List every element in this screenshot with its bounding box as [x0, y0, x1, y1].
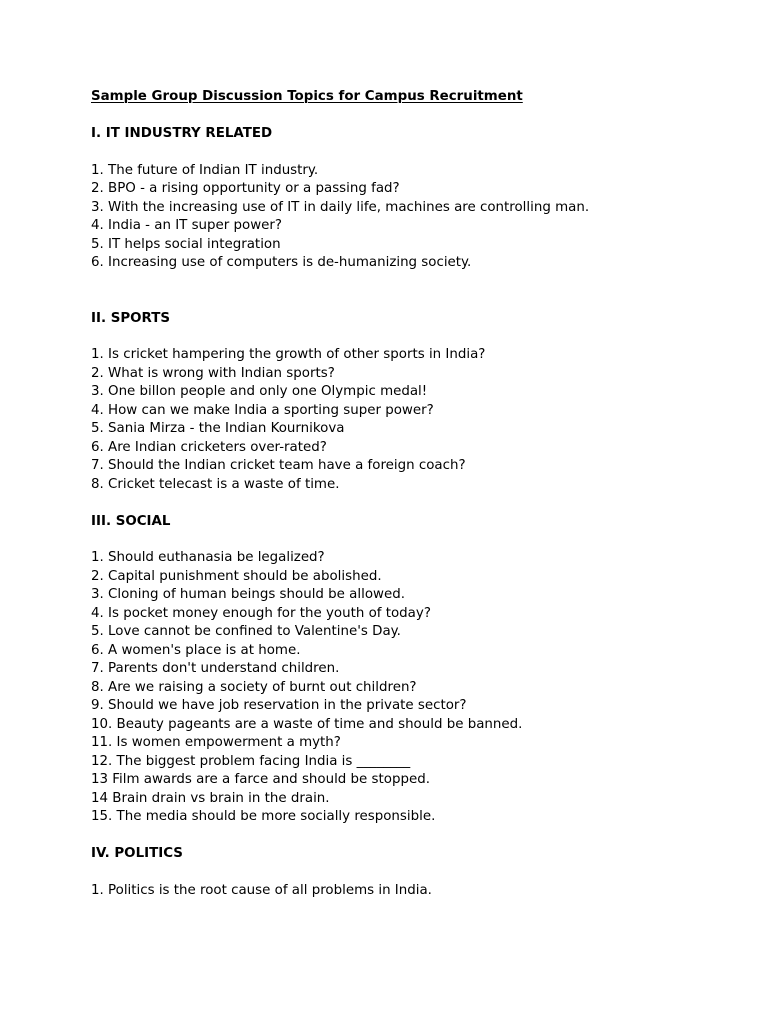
list-item: 2. Capital punishment should be abolished. [91, 569, 382, 584]
list-item: 11. Is women empowerment a myth? [91, 735, 341, 750]
list-item: 14 Brain drain vs brain in the drain. [91, 791, 330, 806]
list-item: 3. Cloning of human beings should be allowed. [91, 587, 405, 602]
list-item: 2. BPO - a rising opportunity or a passing fad? [91, 181, 400, 196]
list-item: 7. Should the Indian cricket team have a foreign coach? [91, 458, 466, 473]
list-item: 15. The media should be more socially responsible. [91, 809, 436, 824]
list-item: 3. One billon people and only one Olympic medal! [91, 384, 428, 399]
list-item: 5. IT helps social integration [91, 237, 281, 252]
list-item: 12. The biggest problem facing India is ________ [91, 754, 411, 769]
list-item: 1. The future of Indian IT industry. [91, 163, 319, 178]
list-item: 5. Sania Mirza - the Indian Kournikova [91, 421, 345, 436]
list-item: 1. Should euthanasia be legalized? [91, 550, 325, 565]
list-item: 1. Politics is the root cause of all problems in India. [91, 883, 432, 898]
list-item: 4. Is pocket money enough for the youth of today? [91, 606, 431, 621]
list-item: 8. Cricket telecast is a waste of time. [91, 477, 340, 492]
list-item: 9. Should we have job reservation in the private sector? [91, 698, 467, 713]
section-heading-politics: IV. POLITICS [91, 846, 183, 861]
section-heading-it-industry: I. IT INDUSTRY RELATED [91, 126, 273, 141]
section-heading-sports: II. SPORTS [91, 311, 171, 326]
list-item: 5. Love cannot be confined to Valentine's Day. [91, 624, 401, 639]
list-item: 2. What is wrong with Indian sports? [91, 366, 335, 381]
list-item: 1. Is cricket hampering the growth of other sports in India? [91, 347, 486, 362]
list-item: 6. Are Indian cricketers over-rated? [91, 440, 327, 455]
list-item: 4. How can we make India a sporting super power? [91, 403, 434, 418]
list-item: 7. Parents don't understand children. [91, 661, 340, 676]
list-item: 13 Film awards are a farce and should be stopped. [91, 772, 430, 787]
list-item: 10. Beauty pageants are a waste of time and should be banned. [91, 717, 523, 732]
section-heading-social: III. SOCIAL [91, 514, 171, 529]
list-item: 3. With the increasing use of IT in daily life, machines are controlling man. [91, 200, 590, 215]
list-item: 4. India - an IT super power? [91, 218, 283, 233]
list-item: 6. Increasing use of computers is de-humanizing society. [91, 255, 472, 270]
document-title: Sample Group Discussion Topics for Campus Recruitment [91, 89, 523, 104]
list-item: 6. A women's place is at home. [91, 643, 301, 658]
list-item: 8. Are we raising a society of burnt out children? [91, 680, 417, 695]
